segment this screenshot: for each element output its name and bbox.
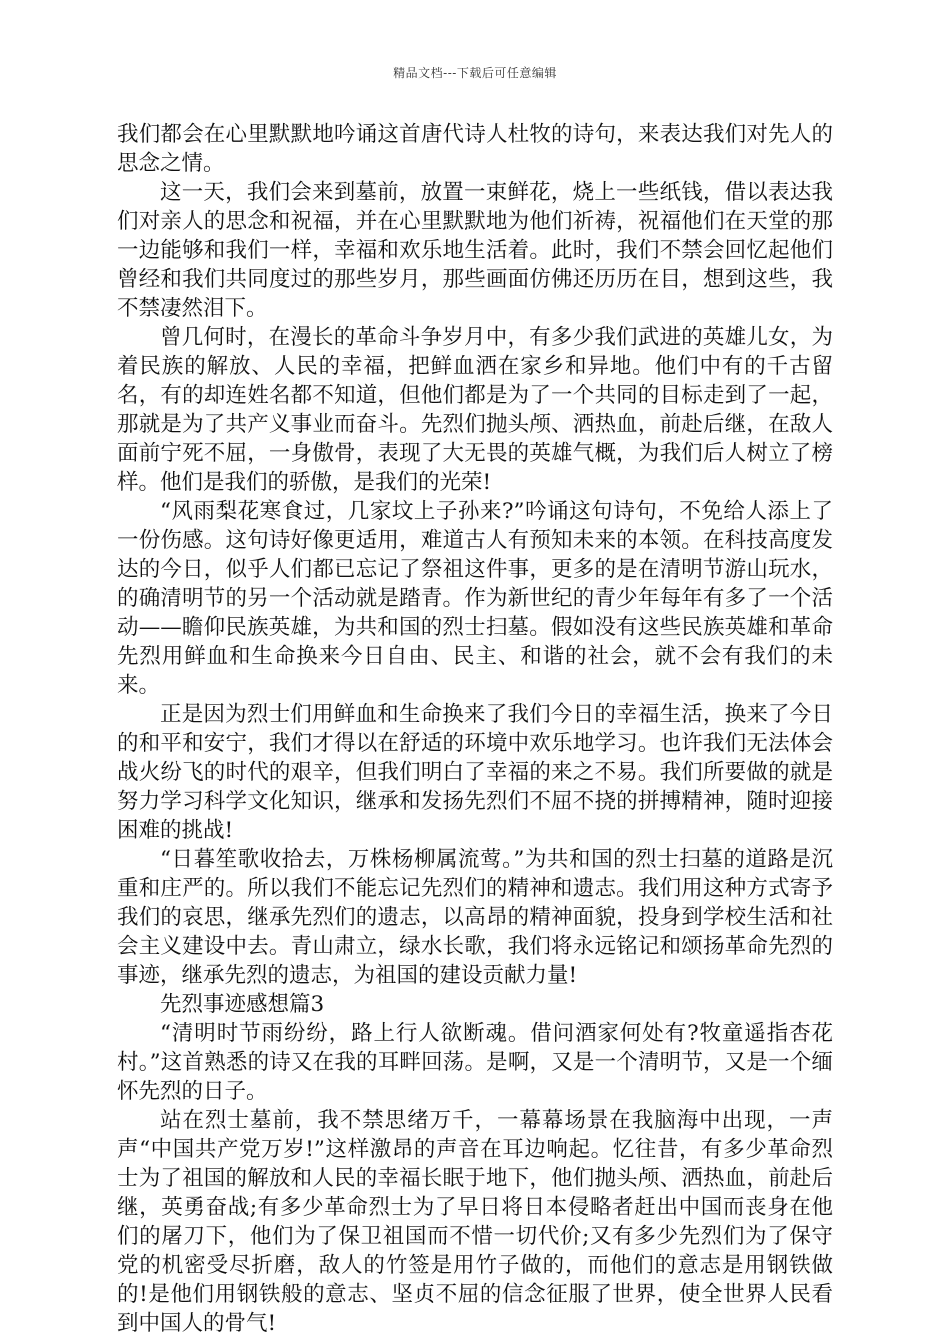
paragraph: 这一天，我们会来到墓前，放置一束鲜花，烧上一些纸钱，借以表达我们对亲人的思念和祝福，并在心里默默地为他们祈祷，祝福他们在天堂的那一边能够和我们一样，幸福和欢乐地生活着。此时，我们不禁会回忆起他们曾经和我们共同度过的那些岁月，那些画面仿佛还历历在目，想到这些，我不禁凄然泪下。 — [117, 180, 833, 321]
page-header: 精品文档---下载后可任意编辑 — [393, 66, 557, 80]
paragraph: “风雨梨花寒食过，几家坟上子孙来?”吟诵这句诗句，不免给人添上了一份伤感。这句诗好像更适用，难道古人有预知未来的本领。在科技高度发达的今日，似乎人们都已忘记了祭祖这件事，更多的是在清明节游山玩水，的确清明节的另一个活动就是踏青。作为新世纪的青少年每年有多了一个活动——瞻仰民族英雄，为共和国的烈士扫墓。假如没有这些民族英雄和革命先烈用鲜血和生命换来今日自由、民主、和谐的社会，就不会有我们的未来。 — [117, 499, 833, 698]
paragraph: “日暮笙歌收拾去，万株杨柳属流莺。”为共和国的烈士扫墓的道路是沉重和庄严的。所以我们不能忘记先烈们的精神和遗志。我们用这种方式寄予我们的哀思，继承先烈们的遗志，以高昂的精神面貌，投身到学校生活和社会主义建设中去。青山肃立，绿水长歌，我们将永远铭记和颂扬革命先烈的事迹，继承先烈的遗志，为祖国的建设贡献力量! — [117, 847, 833, 988]
paragraph: 曾几何时，在漫长的革命斗争岁月中，有多少我们武进的英雄儿女，为着民族的解放、人民的幸福，把鲜血洒在家乡和异地。他们中有的千古留名，有的却连姓名都不知道，但他们都是为了一个共同的目标走到了一起，那就是为了共产义事业而奋斗。先烈们抛头颅、洒热血，前赴后继，在敌人面前宁死不屈，一身傲骨，表现了大无畏的英雄气概，为我们后人树立了榜样。他们是我们的骄傲，是我们的光荣! — [117, 325, 833, 495]
paragraph: 站在烈士墓前，我不禁思绪万千，一幕幕场景在我脑海中出现，一声声“中国共产党万岁!”这样激昂的声音在耳边响起。忆往昔，有多少革命烈士为了祖国的解放和人民的幸福长眠于地下，他们抛头颅、洒热血，前赴后继，英勇奋战;有多少革命烈士为了早日将日本侵略者赶出中国而丧身在他们的屠刀下，他们为了保卫祖国而不惜一切代价;又有多少先烈们为了保守党的机密受尽折磨，敌人的竹签是用竹子做的，而他们的意志是用钢铁做的!是他们用钢铁般的意志、坚贞不屈的信念征服了世界，使全世界人民看到中国人的骨气! — [117, 1108, 833, 1336]
paragraph: “清明时节雨纷纷，路上行人欲断魂。借问酒家何处有?牧童遥指杏花村。”这首熟悉的诗又在我的耳畔回荡。是啊，又是一个清明节，又是一个缅怀先烈的日子。 — [117, 1021, 833, 1104]
paragraph-continuation: 我们都会在心里默默地吟诵这首唐代诗人杜牧的诗句，来表达我们对先人的思念之情。 — [117, 122, 833, 176]
section-heading: 先烈事迹感想篇3 — [160, 992, 325, 1017]
document-body — [117, 120, 833, 1338]
paragraph: 正是因为烈士们用鲜血和生命换来了我们今日的幸福生活，换来了今日的和平和安宁，我们才得以在舒适的环境中欢乐地学习。也许我们无法体会战火纷飞的时代的艰辛，但我们明白了幸福的来之不易。我们所要做的就是努力学习科学文化知识，继承和发扬先烈们不屈不挠的拼搏精神，随时迎接困难的挑战! — [117, 702, 833, 843]
